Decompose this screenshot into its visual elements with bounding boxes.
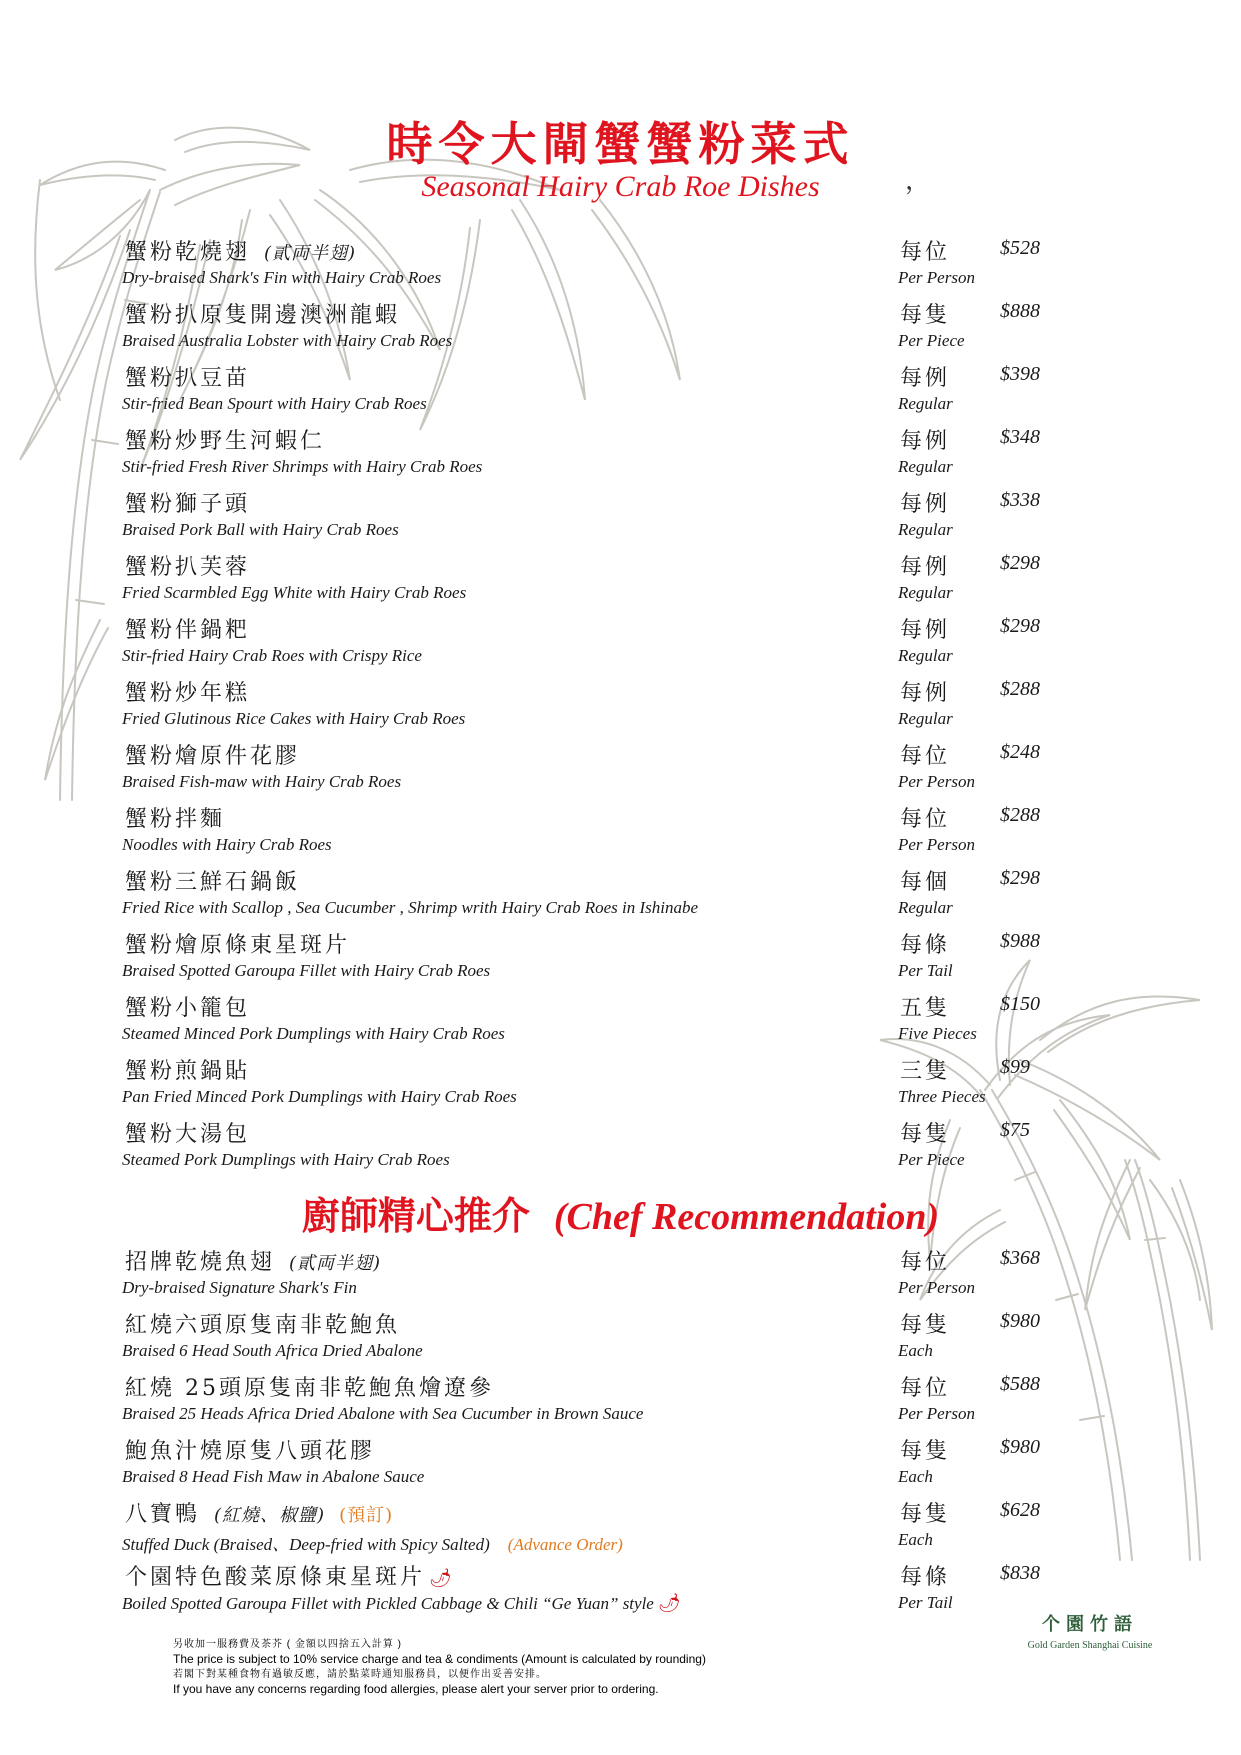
portion-unit-chinese: 每隻	[900, 1313, 951, 1338]
dish-name-chinese	[125, 550, 250, 581]
dish-name-english	[122, 1024, 505, 1044]
portion-unit-chinese: 每位	[900, 1376, 951, 1401]
menu-item	[0, 676, 1241, 736]
menu-item	[0, 991, 1241, 1051]
portion-unit-chinese: 每個	[900, 870, 951, 895]
portion-unit-chinese: 每位	[900, 240, 951, 265]
dish-name-english-text: Braised Fish-maw with Hairy Crab Roes	[122, 772, 402, 791]
dish-name-chinese	[125, 235, 356, 266]
dish-name-english	[122, 709, 465, 729]
portion-unit-chinese: 每隻	[900, 1439, 951, 1464]
dish-name-english-text: Stir-fried Fresh River Shrimps with Hairy Crab Roes	[122, 457, 483, 476]
dish-name-english	[122, 898, 698, 918]
dish-name-chinese-text: 招牌乾燒魚翅	[125, 1250, 276, 1275]
menu-item	[0, 1054, 1241, 1114]
dish-note: (貳両半翅)	[264, 243, 357, 264]
dish-price: $838	[1000, 1562, 1040, 1584]
portion-unit-english: Regular	[898, 583, 953, 602]
dish-name-chinese	[125, 298, 400, 329]
brand-name-english: Gold Garden Shanghai Cuisine	[1027, 1640, 1153, 1651]
dish-name-english	[122, 268, 441, 288]
dish-name-chinese-text: 蟹粉伴鍋粑	[125, 618, 251, 643]
dish-name-chinese	[125, 1117, 250, 1148]
dish-name-english	[122, 1150, 450, 1170]
dish-name-english-text: Dry-braised Signature Shark's Fin	[122, 1278, 357, 1297]
dish-price: $298	[1000, 615, 1040, 637]
dish-name-chinese	[125, 865, 300, 896]
portion-unit-chinese: 每位	[900, 807, 951, 832]
dish-name-chinese-text: 蟹粉乾燒翅	[125, 240, 251, 265]
dish-name-english-text: Stir-fried Hairy Crab Roes with Crispy Rice	[122, 646, 422, 665]
dish-price: $288	[1000, 804, 1040, 826]
portion-unit-english: Per Tail	[898, 961, 953, 980]
menu-item	[0, 1434, 1241, 1494]
chili-pepper-icon: 🌶	[429, 1568, 455, 1589]
dish-name-chinese	[125, 1371, 494, 1402]
dish-name-chinese	[125, 1245, 381, 1276]
dish-name-chinese-text: 紅燒 25頭原隻南非乾鮑魚燴遼參	[125, 1376, 494, 1401]
brand-logo	[1010, 1610, 1170, 1651]
service-charge-note-english: The price is subject to 10% service charge and tea & condiments (Amount is calculated by rounding)	[173, 1652, 706, 1666]
dish-name-english	[122, 1467, 424, 1487]
dish-price: $150	[1000, 993, 1040, 1015]
portion-unit-chinese: 每例	[900, 555, 951, 580]
portion-unit-english: Per Person	[898, 835, 975, 854]
dish-name-chinese-text: 蟹粉小籠包	[125, 996, 251, 1021]
portion-unit-chinese: 每例	[900, 429, 951, 454]
dish-name-english-text: Stir-fried Bean Spourt with Hairy Crab Roes	[122, 394, 427, 413]
dish-name-english	[122, 1341, 423, 1361]
portion-unit-english: Regular	[898, 646, 953, 665]
dish-price: $248	[1000, 741, 1040, 763]
dish-price: $288	[1000, 678, 1040, 700]
dish-name-chinese-text: 蟹粉燴原條東星斑片	[125, 933, 351, 958]
dish-price: $988	[1000, 930, 1040, 952]
service-charge-note-chinese: 另收加一服務費及茶芥 ( 金額以四捨五入計算 )	[173, 1639, 402, 1650]
dish-name-chinese-text: 蟹粉扒原隻開邊澳洲龍蝦	[125, 303, 401, 328]
dish-note: (貳両半翅)	[289, 1253, 382, 1274]
dish-name-chinese-text: 蟹粉獅子頭	[125, 492, 251, 517]
dish-name-chinese	[125, 676, 250, 707]
dish-name-chinese-text: 蟹粉燴原件花膠	[125, 744, 301, 769]
dish-name-english-text: Fried Scarmbled Egg White with Hairy Crab Roes	[122, 583, 467, 602]
portion-unit-english: Per Person	[898, 1278, 975, 1297]
portion-unit-chinese: 每隻	[900, 1122, 951, 1147]
dish-name-chinese-text: 紅燒六頭原隻南非乾鮑魚	[125, 1313, 401, 1338]
chili-pepper-icon: 🌶	[657, 1593, 681, 1613]
portion-unit-english: Per Piece	[898, 331, 965, 350]
dish-price: $338	[1000, 489, 1040, 511]
menu-item	[0, 235, 1241, 295]
portion-unit-english: Regular	[898, 898, 953, 917]
allergy-note-english: If you have any concerns regarding food allergies, please alert your server prior to ordering.	[173, 1682, 659, 1696]
dish-name-english	[122, 1530, 623, 1555]
portion-unit-english: Per Piece	[898, 1150, 965, 1169]
allergy-note-chinese: 若閣下對某種食物有過敏反應，請於點菜時通知服務員，以便作出妥善安排。	[173, 1669, 547, 1680]
dish-name-english-text: Pan Fried Minced Pork Dumplings with Hairy Crab Roes	[122, 1087, 517, 1106]
portion-unit-english: Each	[898, 1530, 933, 1549]
dish-price: $628	[1000, 1499, 1040, 1521]
portion-unit-english: Regular	[898, 394, 953, 413]
dish-name-english-text: Braised Pork Ball with Hairy Crab Roes	[122, 520, 399, 539]
dish-name-chinese	[125, 1308, 400, 1339]
dish-name-english-text: Braised Spotted Garoupa Fillet with Hairy Crab Roes	[122, 961, 491, 980]
dish-name-chinese	[125, 802, 225, 833]
dish-name-chinese-text: 八寶鴨	[125, 1502, 201, 1527]
dish-price: $368	[1000, 1247, 1040, 1269]
dish-name-english	[122, 394, 427, 414]
dish-price: $75	[1000, 1119, 1030, 1141]
dish-name-english	[122, 457, 482, 477]
dish-price: $980	[1000, 1436, 1040, 1458]
dish-name-english-text: Braised Australia Lobster with Hairy Crab Roes	[122, 331, 453, 350]
dish-name-english-text: Braised 6 Head South Africa Dried Abalone	[122, 1341, 423, 1360]
dish-name-english	[122, 520, 399, 540]
dish-price: $980	[1000, 1310, 1040, 1332]
portion-unit-english: Each	[898, 1467, 933, 1486]
stray-mark: ，	[905, 166, 932, 196]
menu-item	[0, 1371, 1241, 1431]
dish-name-english-text: Boiled Spotted Garoupa Fillet with Pickled Cabbage & Chili “Ge Yuan” style	[122, 1594, 654, 1613]
dish-name-english	[122, 646, 422, 666]
dish-name-chinese-text: 蟹粉大湯包	[125, 1122, 251, 1147]
menu-item	[0, 487, 1241, 547]
dish-price: $528	[1000, 237, 1040, 259]
dish-name-chinese-text: 蟹粉炒年糕	[125, 681, 251, 706]
dish-name-chinese	[125, 1560, 455, 1591]
dish-name-chinese	[125, 487, 250, 518]
dish-name-chinese	[125, 1054, 250, 1085]
portion-unit-chinese: 五隻	[900, 996, 951, 1021]
dish-name-chinese	[125, 739, 300, 770]
dish-name-chinese	[125, 991, 250, 1022]
portion-unit-chinese: 每條	[900, 1565, 951, 1590]
advance-order-note-chinese: (預訂)	[339, 1505, 394, 1526]
dish-name-english-text: Braised 25 Heads Africa Dried Abalone with Sea Cucumber in Brown Sauce	[122, 1404, 644, 1423]
portion-unit-english: Per Person	[898, 1404, 975, 1423]
chef-section-title-english: (Chef Recommendation)	[553, 1196, 940, 1238]
dish-name-chinese	[125, 613, 250, 644]
menu-item	[0, 1245, 1241, 1305]
dish-name-english	[122, 583, 466, 603]
advance-order-note-english: (Advance Order)	[507, 1535, 623, 1554]
dish-name-chinese-text: 蟹粉扒豆苗	[125, 366, 251, 391]
menu-item	[0, 928, 1241, 988]
chef-section-title-chinese: 廚師精心推介	[301, 1193, 530, 1238]
portion-unit-chinese: 每例	[900, 366, 951, 391]
dish-name-chinese-text: 蟹粉扒芙蓉	[125, 555, 251, 580]
dish-price: $348	[1000, 426, 1040, 448]
menu-item	[0, 1497, 1241, 1557]
dish-name-english	[122, 1278, 357, 1298]
portion-unit-chinese: 每位	[900, 1250, 951, 1275]
menu-item	[0, 739, 1241, 799]
dish-name-chinese-text: 蟹粉三鮮石鍋飯	[125, 870, 301, 895]
dish-note: (紅燒、椒鹽)	[214, 1505, 326, 1526]
dish-name-english-text: Steamed Pork Dumplings with Hairy Crab Roes	[122, 1150, 450, 1169]
menu-item	[0, 802, 1241, 862]
dish-name-english-text: Fried Rice with Scallop , Sea Cucumber , Shrimp writh Hairy Crab Roes in Ishinabe	[122, 898, 699, 917]
menu-item	[0, 298, 1241, 358]
dish-name-chinese	[125, 1497, 393, 1528]
dish-name-chinese	[125, 424, 325, 455]
dish-name-english-text: Noodles with Hairy Crab Roes	[122, 835, 332, 854]
portion-unit-english: Per Person	[898, 268, 975, 287]
dish-name-chinese	[125, 928, 350, 959]
page-title-chinese: 時令大閘蟹蟹粉菜式	[386, 117, 855, 171]
portion-unit-english: Per Person	[898, 772, 975, 791]
portion-unit-english: Per Tail	[898, 1593, 953, 1612]
menu-item	[0, 424, 1241, 484]
chef-section-title	[0, 1185, 1241, 1240]
dish-name-english-text: Steamed Minced Pork Dumplings with Hairy Crab Roes	[122, 1024, 505, 1043]
portion-unit-english: Regular	[898, 457, 953, 476]
dish-name-english	[122, 1593, 681, 1614]
dish-name-chinese-text: 鮑魚汁燒原隻八頭花膠	[125, 1439, 376, 1464]
portion-unit-chinese: 每例	[900, 618, 951, 643]
dish-name-chinese-text: 蟹粉炒野生河蝦仁	[125, 429, 326, 454]
portion-unit-chinese: 每例	[900, 492, 951, 517]
menu-item	[0, 613, 1241, 673]
menu-item	[0, 550, 1241, 610]
portion-unit-chinese: 三隻	[900, 1059, 951, 1084]
brand-name-chinese: 个園竹語	[1042, 1614, 1138, 1635]
portion-unit-chinese: 每例	[900, 681, 951, 706]
portion-unit-chinese: 每隻	[900, 1502, 951, 1527]
portion-unit-chinese: 每條	[900, 933, 951, 958]
dish-price: $888	[1000, 300, 1040, 322]
dish-price: $298	[1000, 552, 1040, 574]
dish-name-english-text: Braised 8 Head Fish Maw in Abalone Sauce	[122, 1467, 425, 1486]
menu-item	[0, 1308, 1241, 1368]
footer-notes	[173, 1637, 706, 1697]
dish-name-english	[122, 331, 452, 351]
portion-unit-english: Five Pieces	[898, 1024, 977, 1043]
dish-name-english	[122, 772, 401, 792]
dish-name-english-text: Dry-braised Shark's Fin with Hairy Crab Roes	[122, 268, 442, 287]
dish-price: $298	[1000, 867, 1040, 889]
dish-name-chinese-text: 蟹粉拌麵	[125, 807, 226, 832]
dish-name-english	[122, 1087, 517, 1107]
dish-name-english	[122, 835, 332, 855]
dish-price: $99	[1000, 1056, 1030, 1078]
portion-unit-chinese: 每隻	[900, 303, 951, 328]
dish-name-english-text: Stuffed Duck (Braised、Deep-fried with Spicy Salted)	[122, 1535, 490, 1554]
dish-name-chinese-text: 蟹粉煎鍋貼	[125, 1059, 251, 1084]
menu-item	[0, 361, 1241, 421]
menu-item	[0, 1117, 1241, 1177]
dish-price: $588	[1000, 1373, 1040, 1395]
portion-unit-english: Regular	[898, 709, 953, 728]
menu-item	[0, 865, 1241, 925]
portion-unit-english: Each	[898, 1341, 933, 1360]
dish-price: $398	[1000, 363, 1040, 385]
dish-name-chinese	[125, 361, 250, 392]
dish-name-english	[122, 1404, 643, 1424]
dish-name-chinese	[125, 1434, 375, 1465]
dish-name-chinese-text: 个園特色酸菜原條東星斑片	[125, 1565, 426, 1590]
portion-unit-chinese: 每位	[900, 744, 951, 769]
dish-name-english-text: Fried Glutinous Rice Cakes with Hairy Crab Roes	[122, 709, 466, 728]
portion-unit-english: Regular	[898, 520, 953, 539]
portion-unit-english: Three Pieces	[898, 1087, 986, 1106]
dish-name-english	[122, 961, 490, 981]
page-title-english: Seasonal Hairy Crab Roe Dishes	[421, 170, 820, 203]
